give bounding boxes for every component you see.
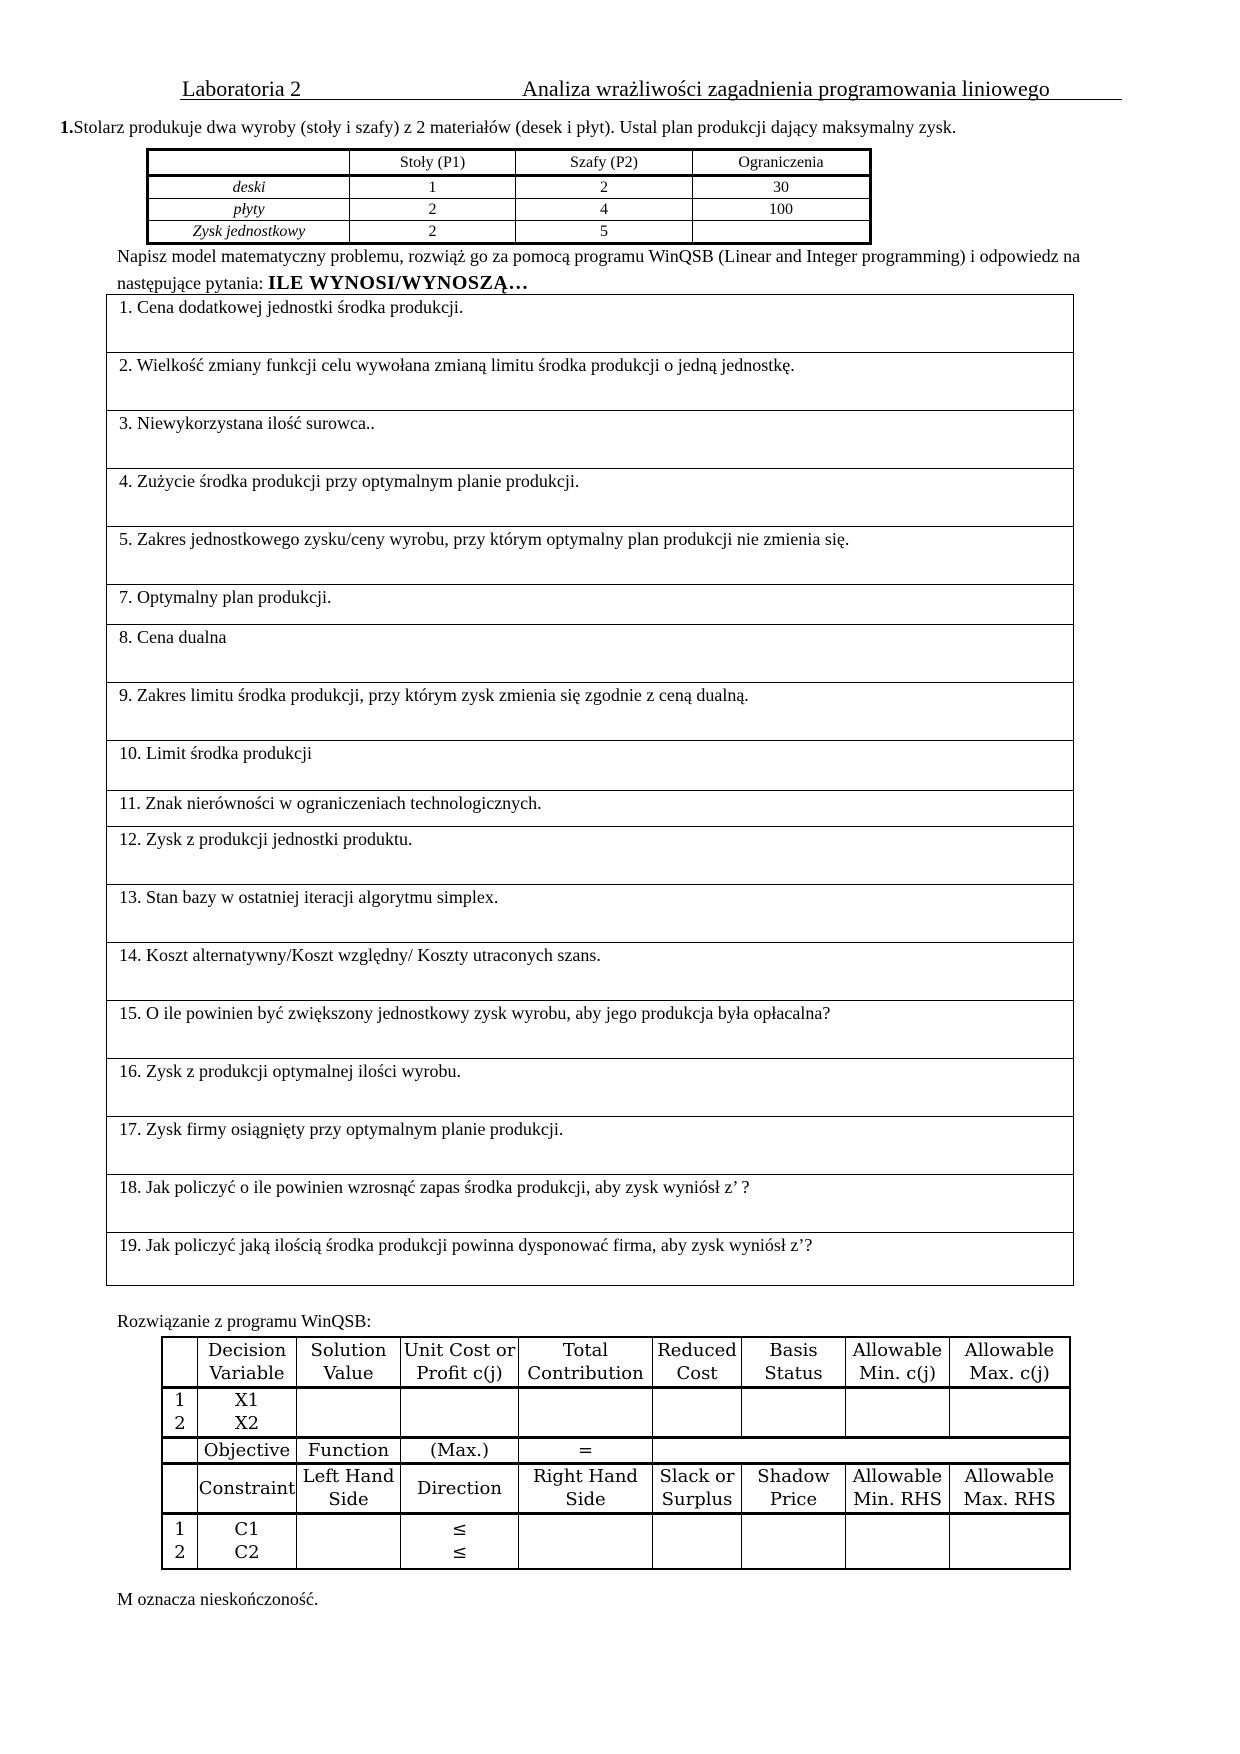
header-left: Laboratoria 2 [182,76,302,101]
question-text: 12. Zysk z produkcji jednostki produktu. [119,829,413,849]
objective-max: (Max.) [401,1437,519,1463]
row-numbers: 1 2 [162,1513,198,1569]
table-cell [401,1387,519,1437]
table-cell: 2 [350,221,516,244]
question-row [107,1001,1073,1059]
variables-header-row [162,1337,1070,1387]
question-row [107,943,1073,1001]
objective-function: Function [297,1437,401,1463]
constraint-names: C1 C2 [198,1513,297,1569]
question-row [107,1175,1073,1233]
table-cell [162,1437,198,1463]
header-cell: Unit Cost or Profit c(j) [401,1337,519,1387]
header-cell: Solution Value [297,1337,401,1387]
question-text: 16. Zysk z produkcji optymalnej ilości wyrobu. [119,1061,461,1081]
table-cell [693,221,871,244]
table-cell [950,1387,1071,1437]
question-text: 3. Niewykorzystana ilość surowca.. [119,413,375,433]
table-cell: 2 [516,176,693,199]
table-cell [653,1387,742,1437]
table-cell [519,1387,653,1437]
table-cell [653,1513,742,1569]
objective-row [162,1437,1070,1463]
table-row [148,221,871,244]
row-label: płyty [148,199,350,221]
winqsb-label: Rozwiązanie z programu WinQSB: [117,1311,372,1331]
question-row [107,353,1073,411]
header-cell: Szafy (P2) [516,150,693,176]
header-cell: Total Contribution [519,1337,653,1387]
question-row [107,527,1073,585]
table-cell [653,1437,1071,1463]
table-cell [846,1513,950,1569]
constraints-header-row [162,1463,1070,1513]
table-cell [297,1387,401,1437]
question-row [107,885,1073,943]
question-text: 14. Koszt alternatywny/Koszt względny/ Koszty utraconych szans. [119,945,601,965]
table-row [148,199,871,221]
table-cell: 4 [516,199,693,221]
header-cell: Allowable Max. c(j) [950,1337,1071,1387]
table-header-row [148,150,871,176]
task-text: Stolarz produkuje dwa wyroby (stoły i szafy) z 2 materiałów (desek i płyt). Ustal plan produkcji dający maksymalny zysk. [73,117,957,137]
row-label: Zysk jednostkowy [148,221,350,244]
question-row [107,1059,1073,1117]
question-text: 18. Jak policzyć o ile powinien wzrosnąć zapas środka produkcji, aby zysk wyniósł z’ ? [119,1177,750,1197]
question-text: 4. Zużycie środka produkcji przy optymalnym planie produkcji. [119,471,580,491]
table-cell [742,1513,846,1569]
question-text: 9. Zakres limitu środka produkcji, przy którym zysk zmienia się zgodnie z ceną dualną. [119,685,749,705]
table-cell: 100 [693,199,871,221]
header-cell: Left Hand Side [297,1463,401,1513]
table-cell [742,1387,846,1437]
question-text: 11. Znak nierówności w ograniczeniach technologicznych. [119,793,542,813]
question-row [107,683,1073,741]
task-intro [60,117,956,138]
table-cell: 5 [516,221,693,244]
question-row [107,1233,1073,1287]
header-cell: Stoły (P1) [350,150,516,176]
header-cell: Basis Status [742,1337,846,1387]
question-row [107,827,1073,885]
instructions-text: Napisz model matematyczny problemu, rozwiąż go za pomocą programu WinQSB (Linear and Integer programming) i odpowiedz na następujące pytania: [117,246,1081,293]
table-cell [297,1513,401,1569]
instructions-emphasis: ILE WYNOSI/WYNOSZĄ… [267,272,529,294]
winqsb-results-table [161,1336,1071,1570]
header-cell: Constraint [198,1463,297,1513]
table-cell: 30 [693,176,871,199]
header-rule [180,99,1122,100]
question-row [107,469,1073,527]
table-cell [519,1513,653,1569]
table-cell [846,1387,950,1437]
question-text: 19. Jak policzyć jaką ilością środka produkcji powinna dysponować firma, aby zysk wyniósł z’? [119,1235,813,1255]
table-row [148,176,871,199]
variable-names: X1 X2 [198,1387,297,1437]
question-row [107,791,1073,827]
question-text: 10. Limit środka produkcji [119,743,312,763]
header-cell [162,1463,198,1513]
header-cell: Allowable Min. RHS [846,1463,950,1513]
header-right: Analiza wrażliwości zagadnienia programowania liniowego [522,76,1050,101]
header-cell [148,150,350,176]
header-cell: Allowable Max. RHS [950,1463,1071,1513]
header-cell [162,1337,198,1387]
objective-label: Objective [198,1437,297,1463]
question-text: 13. Stan bazy w ostatniej iteracji algorytmu simplex. [119,887,499,907]
question-row [107,295,1073,353]
header-cell: Allowable Min. c(j) [846,1337,950,1387]
table-cell: 2 [350,199,516,221]
row-label: deski [148,176,350,199]
header-cell: Right Hand Side [519,1463,653,1513]
question-row [107,741,1073,791]
question-text: 5. Zakres jednostkowego zysku/ceny wyrobu, przy którym optymalny plan produkcji nie zmienia się. [119,529,850,549]
header-cell: Decision Variable [198,1337,297,1387]
question-text: 2. Wielkość zmiany funkcji celu wywołana zmianą limitu środka produkcji o jedną jednostkę. [119,355,795,375]
input-data-table [146,148,872,245]
directions: ≤ ≤ [401,1513,519,1569]
question-row [107,411,1073,469]
question-text: 8. Cena dualna [119,627,227,647]
table-cell: 1 [350,176,516,199]
footnote: M oznacza nieskończoność. [117,1589,319,1609]
question-row [107,1117,1073,1175]
row-numbers: 1 2 [162,1387,198,1437]
task-number: 1. [60,117,74,137]
objective-equals: = [519,1437,653,1463]
question-text: 1. Cena dodatkowej jednostki środka produkcji. [119,297,464,317]
variables-row [162,1387,1070,1437]
question-row [107,585,1073,625]
question-text: 7. Optymalny plan produkcji. [119,587,332,607]
question-text: 17. Zysk firmy osiągnięty przy optymalnym planie produkcji. [119,1119,564,1139]
header-cell: Reduced Cost [653,1337,742,1387]
questions-box [106,294,1074,1286]
question-row [107,625,1073,683]
instructions [117,243,1127,297]
header-cell: Ograniczenia [693,150,871,176]
constraints-row [162,1513,1070,1569]
header-cell: Shadow Price [742,1463,846,1513]
table-cell [950,1513,1071,1569]
question-text: 15. O ile powinien być zwiększony jednostkowy zysk wyrobu, aby jego produkcja była opłacalna? [119,1003,831,1023]
header-cell: Direction [401,1463,519,1513]
header-cell: Slack or Surplus [653,1463,742,1513]
